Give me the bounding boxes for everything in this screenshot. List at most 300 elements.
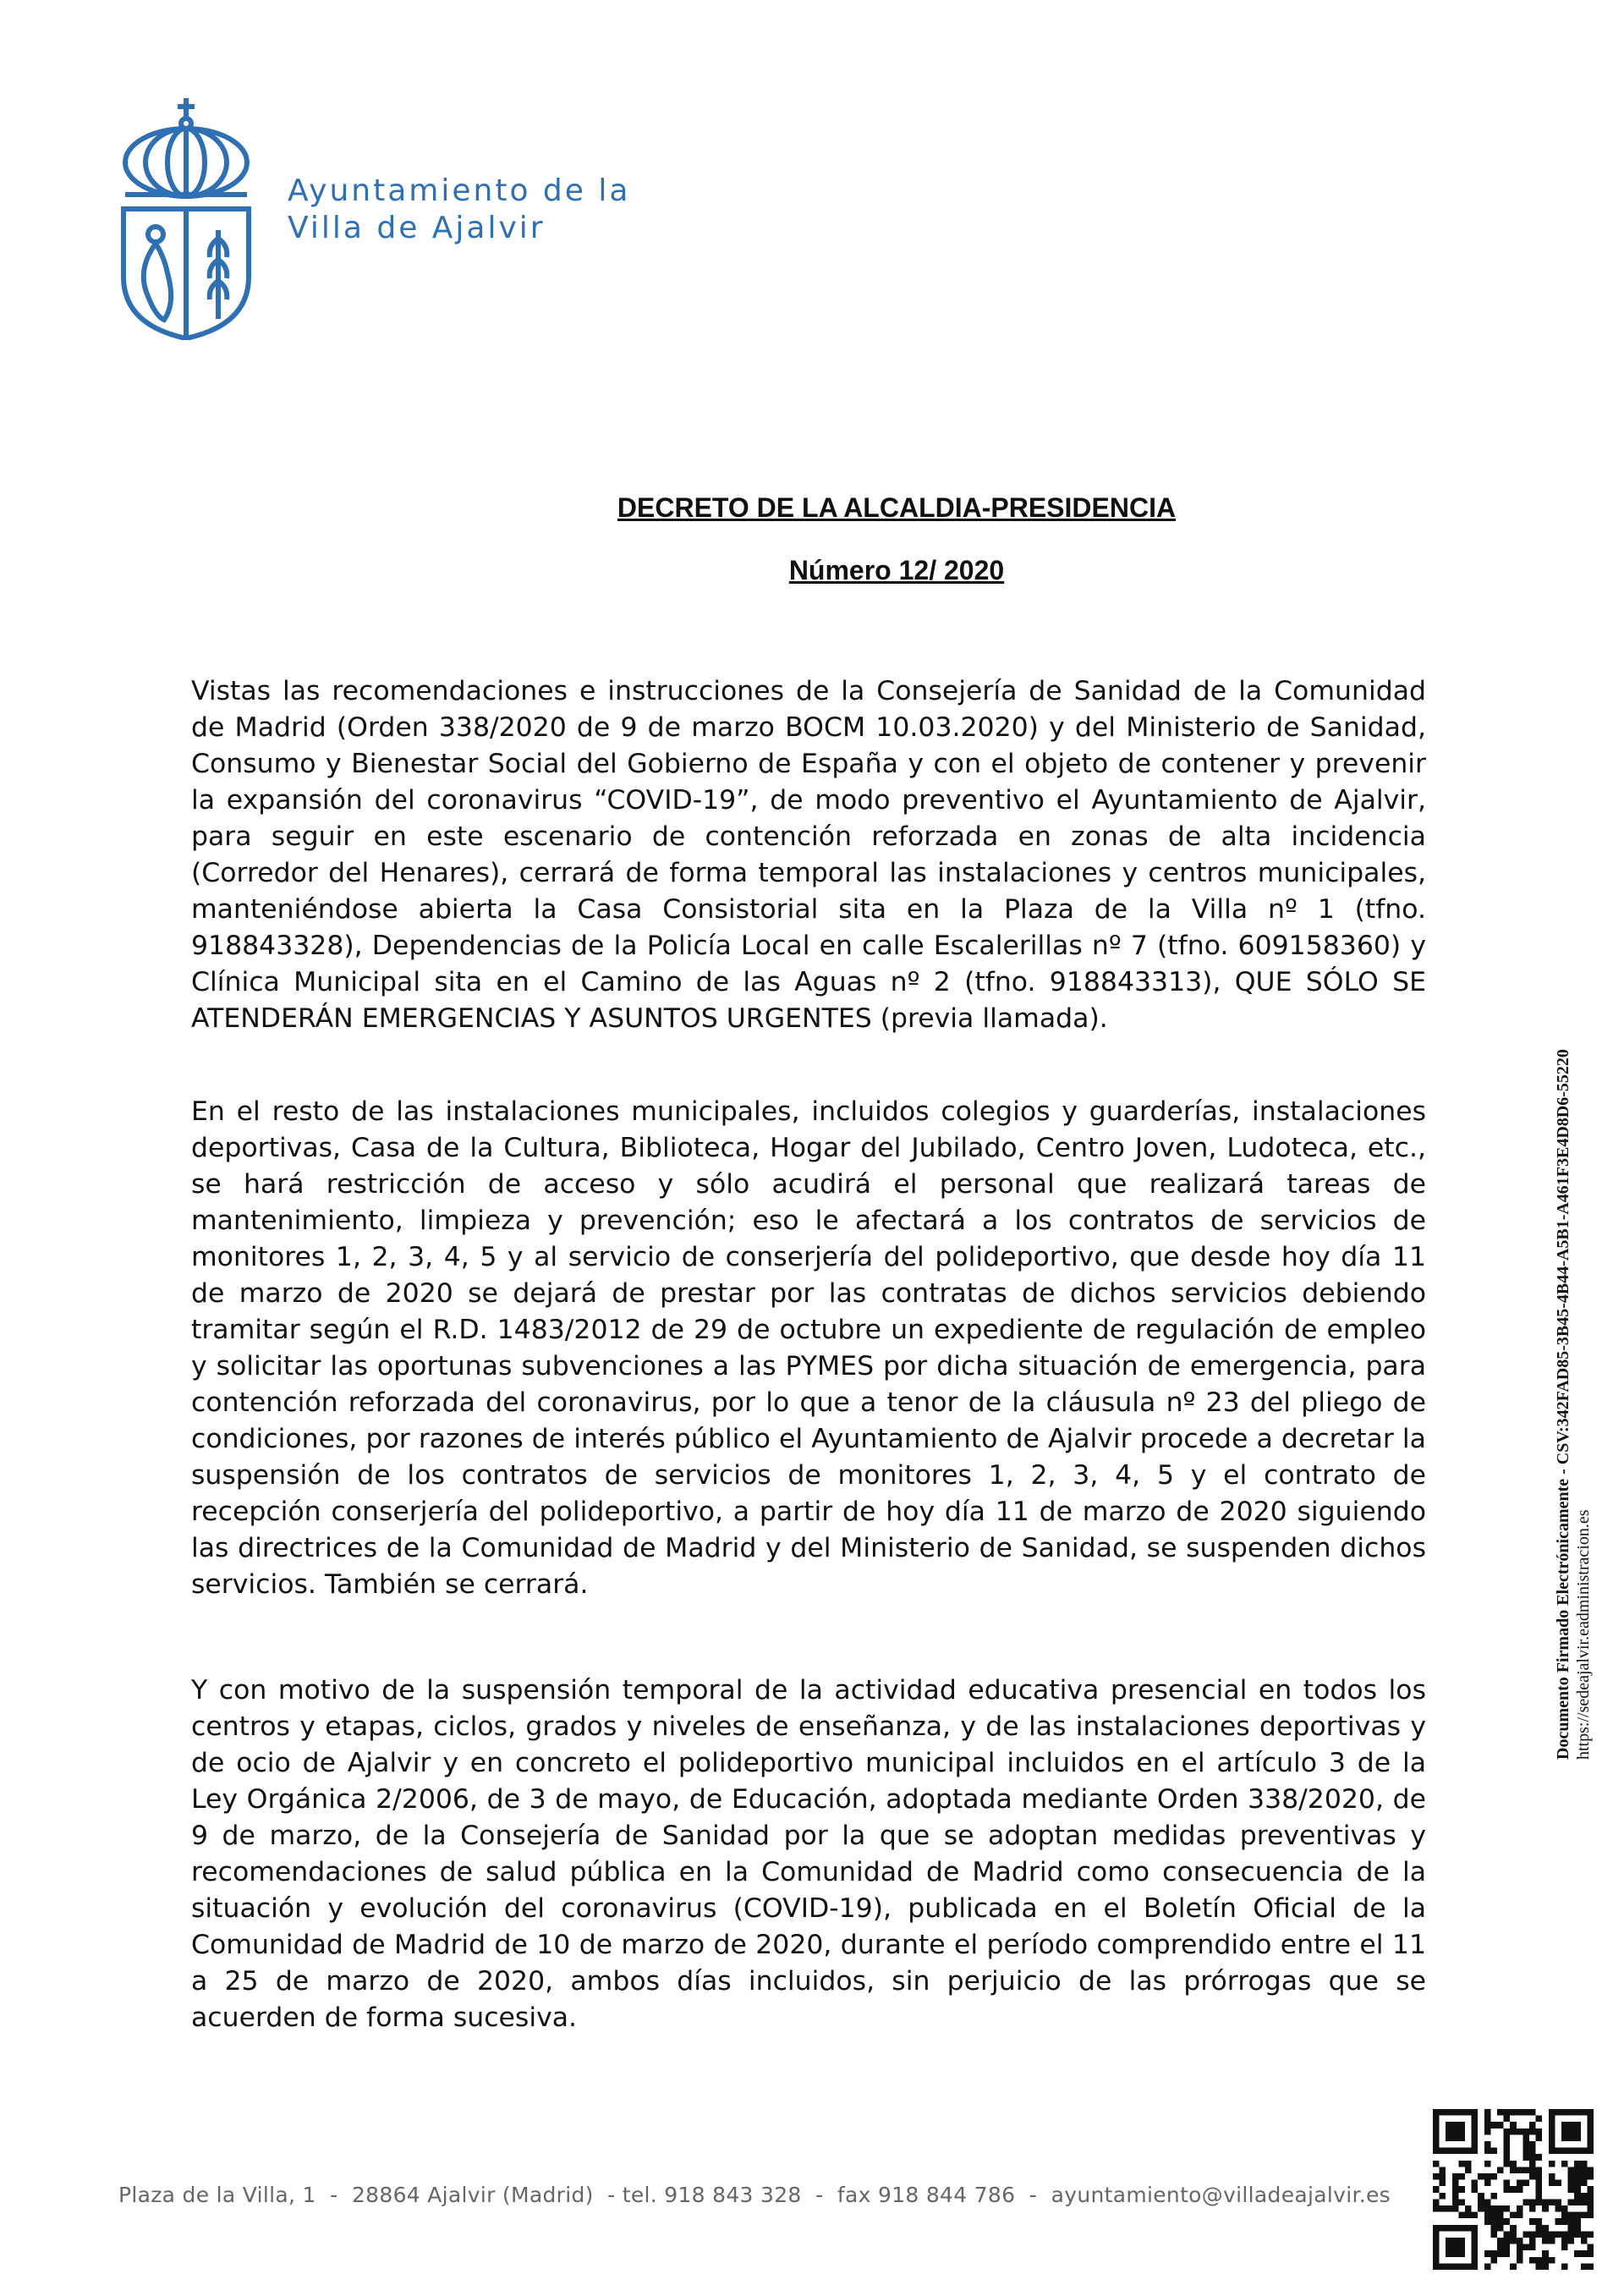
- qr-module: [1522, 2141, 1529, 2148]
- qr-module: [1510, 2212, 1517, 2219]
- qr-module: [1561, 2212, 1568, 2219]
- qr-module: [1452, 2193, 1459, 2200]
- qr-module: [1472, 2141, 1479, 2148]
- qr-module: [1497, 2212, 1504, 2219]
- qr-module: [1510, 2122, 1517, 2128]
- qr-module: [1574, 2148, 1581, 2155]
- qr-module: [1536, 2180, 1543, 2187]
- qr-module: [1536, 2134, 1543, 2141]
- qr-module: [1568, 2212, 1575, 2219]
- qr-module: [1497, 2218, 1504, 2225]
- qr-module: [1555, 2205, 1561, 2212]
- qr-module: [1446, 2205, 1452, 2212]
- qr-module: [1561, 2109, 1568, 2116]
- qr-module: [1465, 2205, 1472, 2212]
- coat-of-arms-icon: [118, 95, 254, 340]
- qr-module: [1587, 2134, 1594, 2141]
- qr-module: [1542, 2263, 1549, 2270]
- qr-module: [1561, 2161, 1568, 2167]
- qr-module: [1529, 2205, 1536, 2212]
- qr-module: [1581, 2193, 1588, 2200]
- qr-module: [1574, 2250, 1581, 2257]
- qr-module: [1452, 2134, 1459, 2141]
- qr-module: [1504, 2161, 1511, 2167]
- qr-module: [1490, 2250, 1497, 2257]
- qr-module: [1490, 2212, 1497, 2219]
- qr-module: [1517, 2180, 1523, 2187]
- qr-module: [1587, 2212, 1594, 2219]
- qr-module: [1529, 2122, 1536, 2128]
- qr-module: [1433, 2134, 1440, 2141]
- qr-module: [1549, 2122, 1555, 2128]
- qr-module: [1465, 2109, 1472, 2116]
- qr-module: [1478, 2199, 1484, 2205]
- qr-module: [1529, 2199, 1536, 2205]
- qr-module: [1433, 2186, 1440, 2193]
- qr-module: [1478, 2205, 1484, 2212]
- qr-module: [1536, 2199, 1543, 2205]
- qr-module: [1484, 2122, 1491, 2128]
- qr-module: [1555, 2148, 1561, 2155]
- qr-module: [1581, 2250, 1588, 2257]
- qr-module: [1458, 2128, 1465, 2135]
- qr-module: [1458, 2225, 1465, 2232]
- qr-module: [1536, 2173, 1543, 2180]
- qr-module: [1587, 2231, 1594, 2238]
- qr-module: [1440, 2148, 1446, 2155]
- qr-module: [1504, 2148, 1511, 2155]
- qr-module: [1452, 2238, 1459, 2244]
- qr-module: [1522, 2180, 1529, 2187]
- qr-module: [1581, 2148, 1588, 2155]
- qr-module: [1504, 2141, 1511, 2148]
- qr-module: [1433, 2199, 1440, 2205]
- qr-module: [1484, 2128, 1491, 2135]
- qr-module: [1581, 2109, 1588, 2116]
- qr-module: [1452, 2148, 1459, 2155]
- qr-module: [1452, 2180, 1459, 2187]
- qr-module: [1574, 2167, 1581, 2173]
- qr-module: [1504, 2180, 1511, 2187]
- qr-module: [1490, 2173, 1497, 2180]
- qr-module: [1536, 2154, 1543, 2161]
- qr-module: [1549, 2238, 1555, 2244]
- qr-module: [1574, 2173, 1581, 2180]
- qr-module: [1472, 2186, 1479, 2193]
- qr-module: [1484, 2212, 1491, 2219]
- qr-module: [1472, 2231, 1479, 2238]
- qr-module: [1568, 2218, 1575, 2225]
- qr-module: [1561, 2128, 1568, 2135]
- qr-module: [1490, 2148, 1497, 2155]
- qr-module: [1536, 2193, 1543, 2200]
- qr-module: [1465, 2225, 1472, 2232]
- qr-module: [1452, 2263, 1459, 2270]
- qr-module: [1522, 2244, 1529, 2251]
- qr-module: [1587, 2186, 1594, 2193]
- qr-module: [1510, 2238, 1517, 2244]
- qr-module: [1452, 2186, 1459, 2193]
- qr-module: [1510, 2263, 1517, 2270]
- qr-module: [1555, 2180, 1561, 2187]
- qr-module: [1465, 2148, 1472, 2155]
- qr-module: [1446, 2225, 1452, 2232]
- qr-module: [1574, 2199, 1581, 2205]
- qr-module: [1497, 2205, 1504, 2212]
- qr-module: [1529, 2244, 1536, 2251]
- qr-module: [1568, 2180, 1575, 2187]
- qr-module: [1522, 2128, 1529, 2135]
- qr-module: [1504, 2238, 1511, 2244]
- qr-module: [1561, 2263, 1568, 2270]
- qr-module: [1484, 2173, 1491, 2180]
- qr-module: [1529, 2148, 1536, 2155]
- qr-module: [1484, 2205, 1491, 2212]
- qr-module: [1549, 2109, 1555, 2116]
- qr-module: [1484, 2250, 1491, 2257]
- qr-module: [1433, 2116, 1440, 2123]
- qr-module: [1517, 2212, 1523, 2219]
- qr-module: [1458, 2122, 1465, 2128]
- qr-module: [1446, 2244, 1452, 2251]
- qr-module: [1587, 2173, 1594, 2180]
- qr-module: [1484, 2218, 1491, 2225]
- qr-module: [1433, 2225, 1440, 2232]
- qr-module: [1529, 2173, 1536, 2180]
- qr-module: [1574, 2225, 1581, 2232]
- qr-module: [1440, 2173, 1446, 2180]
- qr-module: [1433, 2257, 1440, 2264]
- qr-module: [1542, 2238, 1549, 2244]
- qr-module: [1581, 2167, 1588, 2173]
- qr-module: [1517, 2250, 1523, 2257]
- qr-module: [1522, 2134, 1529, 2141]
- qr-module: [1484, 2161, 1491, 2167]
- qr-module: [1472, 2257, 1479, 2264]
- qr-module: [1484, 2199, 1491, 2205]
- body-paragraph: Vistas las recomendaciones e instrucciones de la Consejería de Sanidad de la Comunidad de Madrid (Orden 338/2020 de 9 de marzo BOCM 10.03.2020) y del Ministerio de Sanidad, Consumo y Bienestar Social del Gobierno de España y con el objeto de contener y prevenir la expansión del coronavirus “COVID-19”, de modo preventivo el Ayuntamiento de Ajalvir, para seguir en este escenario de contención reforzada en zonas de alta incidencia (Corredor del Henares), cerrará de forma temporal las instalaciones y centros municipales, manteniéndose abierta la Casa Consistorial sita en la Plaza de la Villa nº 1 (tfno. 918843328), Dependencias de la Policía Local en calle Escalerillas nº 7 (tfno. 609158360) y Clínica Municipal sita en el Camino de las Aguas nº 2 (tfno. 918843313), QUE SÓLO SE ATENDERÁN EMERGENCIAS Y ASUNTOS URGENTES (previa llamada).: [191, 676, 1426, 1034]
- qr-module: [1458, 2199, 1465, 2205]
- qr-module: [1510, 2231, 1517, 2238]
- qr-module: [1490, 2225, 1497, 2232]
- qr-module: [1561, 2122, 1568, 2128]
- qr-module: [1517, 2205, 1523, 2212]
- qr-module: [1497, 2238, 1504, 2244]
- body-paragraph: Y con motivo de la suspensión temporal de la actividad educativa presencial en todos los centros y etapas, ciclos, grados y niveles de enseñanza, y de las instalaciones deportivas y de ocio de Ajalvir y en concreto el polideportivo municipal incluidos en el artículo 3 de la Ley Orgánica 2/2006, de 3 de mayo, de Educación, adoptada mediante Orden 338/2020, de 9 de marzo, de la Consejería de Sanidad por la que se adoptan medidas preventivas y recomendaciones de salud pública en la Comunidad de Madrid como consecuencia de la situación y evolución del coronavirus (COVID-19), publicada en el Boletín Oficial de la Comunidad de Madrid de 10 de marzo de 2020, durante el período comprendido entre el 11 a 25 de marzo de 2020, ambos días incluidos, sin perjuicio de las prórrogas que se acuerden de forma sucesiva.: [191, 1675, 1426, 2033]
- qr-module: [1517, 2109, 1523, 2116]
- qr-module: [1510, 2186, 1517, 2193]
- qr-module: [1574, 2134, 1581, 2141]
- qr-module: [1452, 2250, 1459, 2257]
- qr-module: [1452, 2244, 1459, 2251]
- qr-module: [1433, 2231, 1440, 2238]
- qr-module: [1433, 2173, 1440, 2180]
- qr-module: [1510, 2225, 1517, 2232]
- decree-number: Número 12/ 2020: [788, 555, 1005, 585]
- qr-module: [1568, 2167, 1575, 2173]
- qr-module: [1458, 2134, 1465, 2141]
- qr-module: [1542, 2250, 1549, 2257]
- qr-module: [1510, 2161, 1517, 2167]
- qr-module: [1490, 2218, 1497, 2225]
- qr-module: [1446, 2263, 1452, 2270]
- qr-module: [1561, 2205, 1568, 2212]
- qr-module: [1522, 2148, 1529, 2155]
- qr-module: [1529, 2218, 1536, 2225]
- qr-module: [1574, 2161, 1581, 2167]
- qr-module: [1504, 2116, 1511, 2123]
- qr-module: [1522, 2154, 1529, 2161]
- qr-module: [1440, 2205, 1446, 2212]
- qr-module: [1522, 2167, 1529, 2173]
- qr-module: [1484, 2141, 1491, 2148]
- qr-module: [1536, 2257, 1543, 2264]
- qr-module: [1446, 2128, 1452, 2135]
- qr-module: [1549, 2199, 1555, 2205]
- qr-module: [1549, 2173, 1555, 2180]
- signature-url: https://sedeajalvir.eadministracion.es: [1574, 1509, 1593, 1760]
- qr-module: [1587, 2167, 1594, 2173]
- qr-module: [1465, 2161, 1472, 2167]
- qr-module: [1484, 2116, 1491, 2123]
- qr-code-icon: [1433, 2109, 1594, 2270]
- qr-module: [1542, 2225, 1549, 2232]
- qr-module: [1549, 2257, 1555, 2264]
- qr-module: [1472, 2109, 1479, 2116]
- qr-module: [1542, 2231, 1549, 2238]
- qr-module: [1581, 2238, 1588, 2244]
- qr-module: [1574, 2109, 1581, 2116]
- qr-module: [1497, 2244, 1504, 2251]
- qr-module: [1497, 2250, 1504, 2257]
- qr-module: [1433, 2263, 1440, 2270]
- qr-module: [1536, 2128, 1543, 2135]
- qr-module: [1478, 2173, 1484, 2180]
- qr-module: [1465, 2212, 1472, 2219]
- qr-module: [1587, 2141, 1594, 2148]
- qr-module: [1484, 2263, 1491, 2270]
- qr-module: [1517, 2238, 1523, 2244]
- qr-module: [1484, 2148, 1491, 2155]
- qr-module: [1561, 2238, 1568, 2244]
- qr-module: [1542, 2199, 1549, 2205]
- qr-module: [1440, 2167, 1446, 2173]
- qr-module: [1452, 2225, 1459, 2232]
- qr-module: [1433, 2250, 1440, 2257]
- qr-module: [1504, 2154, 1511, 2161]
- qr-module: [1472, 2263, 1479, 2270]
- qr-module: [1490, 2122, 1497, 2128]
- qr-module: [1574, 2122, 1581, 2128]
- electronic-signature-note: [1553, 914, 1594, 1760]
- qr-module: [1446, 2250, 1452, 2257]
- qr-module: [1529, 2128, 1536, 2135]
- qr-module: [1446, 2109, 1452, 2116]
- qr-module: [1574, 2218, 1581, 2225]
- qr-module: [1522, 2231, 1529, 2238]
- qr-module: [1452, 2128, 1459, 2135]
- qr-module: [1440, 2180, 1446, 2187]
- qr-module: [1549, 2180, 1555, 2187]
- qr-module: [1504, 2250, 1511, 2257]
- qr-module: [1549, 2148, 1555, 2155]
- qr-module: [1433, 2122, 1440, 2128]
- qr-module: [1574, 2231, 1581, 2238]
- qr-module: [1510, 2167, 1517, 2173]
- qr-module: [1504, 2128, 1511, 2135]
- qr-module: [1522, 2199, 1529, 2205]
- qr-module: [1568, 2148, 1575, 2155]
- qr-module: [1433, 2148, 1440, 2155]
- qr-module: [1504, 2109, 1511, 2116]
- qr-module: [1574, 2128, 1581, 2135]
- qr-module: [1465, 2167, 1472, 2173]
- qr-module: [1440, 2263, 1446, 2270]
- qr-module: [1568, 2173, 1575, 2180]
- qr-module: [1587, 2205, 1594, 2212]
- qr-module: [1440, 2193, 1446, 2200]
- qr-module: [1465, 2263, 1472, 2270]
- body-paragraph: En el resto de las instalaciones municipales, incluidos colegios y guarderías, instalaciones deportivas, Casa de la Cultura, Biblioteca, Hogar del Jubilado, Centro Joven, Ludoteca, etc., se hará restricción de acceso y sólo acudirá el personal que realizará tareas de mantenimiento, limpieza y prevención; eso le afectará a los contratos de servicios de monitores 1, 2, 3, 4, 5 y al servicio de conserjería del polideportivo, que desde hoy día 11 de marzo de 2020 se dejará de prestar por las contratas de dichos servicios debiendo tramitar según el R.D. 1483/2012 de 29 de octubre un expediente de regulación de empleo y solicitar las oportunas subvenciones a las PYMES por dicha situación de emergencia, para contención reforzada del coronavirus, por lo que a tenor de la cláusula nº 23 del pliego de condiciones, por razones de interés público el Ayuntamiento de Ajalvir procede a decretar la suspensión de los contratos de servicios de monitores 1, 2, 3, 4, 5 y el contrato de recepción conserjería del polideportivo, a partir de hoy día 11 de marzo de 2020 siguiendo las directrices de la Comunidad de Madrid y del Ministerio de Sanidad, se suspenden dichos servicios. También se cerrará.: [191, 1096, 1426, 1600]
- qr-module: [1433, 2161, 1440, 2167]
- qr-module: [1472, 2244, 1479, 2251]
- qr-module: [1452, 2173, 1459, 2180]
- qr-module: [1452, 2199, 1459, 2205]
- qr-module: [1510, 2128, 1517, 2135]
- qr-module: [1504, 2205, 1511, 2212]
- qr-module: [1587, 2122, 1594, 2128]
- qr-module: [1568, 2109, 1575, 2116]
- qr-module: [1446, 2238, 1452, 2244]
- qr-module: [1440, 2109, 1446, 2116]
- qr-module: [1504, 2186, 1511, 2193]
- qr-module: [1458, 2148, 1465, 2155]
- qr-module: [1472, 2180, 1479, 2187]
- qr-module: [1517, 2257, 1523, 2264]
- qr-module: [1517, 2186, 1523, 2193]
- qr-module: [1472, 2128, 1479, 2135]
- qr-module: [1490, 2231, 1497, 2238]
- qr-module: [1510, 2109, 1517, 2116]
- qr-module: [1536, 2225, 1543, 2232]
- qr-module: [1568, 2199, 1575, 2205]
- organization-name-line1: Ayuntamiento de la: [288, 173, 631, 208]
- qr-module: [1452, 2205, 1459, 2212]
- qr-module: [1472, 2225, 1479, 2232]
- qr-module: [1529, 2257, 1536, 2264]
- qr-module: [1587, 2116, 1594, 2123]
- qr-module: [1458, 2109, 1465, 2116]
- qr-module: [1555, 2231, 1561, 2238]
- qr-module: [1458, 2263, 1465, 2270]
- qr-module: [1504, 2244, 1511, 2251]
- qr-module: [1458, 2161, 1465, 2167]
- qr-module: [1587, 2128, 1594, 2135]
- qr-module: [1529, 2238, 1536, 2244]
- qr-module: [1522, 2109, 1529, 2116]
- qr-module: [1561, 2134, 1568, 2141]
- qr-module: [1581, 2180, 1588, 2187]
- qr-module: [1472, 2148, 1479, 2155]
- qr-module: [1484, 2109, 1491, 2116]
- qr-module: [1490, 2193, 1497, 2200]
- qr-module: [1472, 2122, 1479, 2128]
- qr-module: [1529, 2161, 1536, 2167]
- footer-contact: Plaza de la Villa, 1 - 28864 Ajalvir (Madrid) - tel. 918 843 328 - fax 918 844 786 - ayuntamiento@villadeajalvir.es: [118, 2183, 1391, 2207]
- qr-module: [1458, 2186, 1465, 2193]
- qr-module: [1446, 2122, 1452, 2128]
- qr-module: [1555, 2199, 1561, 2205]
- qr-module: [1458, 2250, 1465, 2257]
- qr-module: [1536, 2116, 1543, 2123]
- qr-module: [1458, 2212, 1465, 2219]
- qr-module: [1446, 2134, 1452, 2141]
- qr-module: [1549, 2141, 1555, 2148]
- qr-module: [1497, 2109, 1504, 2116]
- qr-module: [1561, 2148, 1568, 2155]
- qr-module: [1568, 2134, 1575, 2141]
- qr-module: [1568, 2128, 1575, 2135]
- qr-module: [1529, 2109, 1536, 2116]
- qr-module: [1587, 2148, 1594, 2155]
- qr-module: [1529, 2167, 1536, 2173]
- qr-module: [1458, 2173, 1465, 2180]
- qr-module: [1517, 2244, 1523, 2251]
- qr-module: [1536, 2186, 1543, 2193]
- qr-module: [1568, 2225, 1575, 2232]
- qr-module: [1484, 2180, 1491, 2187]
- qr-module: [1440, 2225, 1446, 2232]
- qr-module: [1549, 2128, 1555, 2135]
- qr-module: [1574, 2186, 1581, 2193]
- qr-module: [1549, 2116, 1555, 2123]
- qr-module: [1587, 2263, 1594, 2270]
- qr-module: [1542, 2205, 1549, 2212]
- qr-module: [1529, 2141, 1536, 2148]
- signature-csv: Documento Firmado Electrónicamente - CSV:342FAD85-3B45-4B44-A5B1-A461F3E4D8D6-55220: [1554, 1049, 1572, 1760]
- organization-name-line2: Villa de Ajalvir: [288, 211, 546, 245]
- qr-module: [1497, 2122, 1504, 2128]
- qr-module: [1574, 2180, 1581, 2187]
- qr-module: [1581, 2173, 1588, 2180]
- qr-module: [1446, 2148, 1452, 2155]
- qr-module: [1529, 2154, 1536, 2161]
- qr-module: [1549, 2134, 1555, 2141]
- qr-module: [1549, 2231, 1555, 2238]
- qr-module: [1472, 2250, 1479, 2257]
- qr-module: [1433, 2109, 1440, 2116]
- qr-module: [1472, 2212, 1479, 2219]
- qr-module: [1497, 2225, 1504, 2232]
- qr-module: [1568, 2231, 1575, 2238]
- qr-module: [1536, 2231, 1543, 2238]
- qr-module: [1568, 2186, 1575, 2193]
- qr-module: [1433, 2238, 1440, 2244]
- qr-module: [1587, 2193, 1594, 2200]
- qr-module: [1581, 2199, 1588, 2205]
- qr-module: [1587, 2199, 1594, 2205]
- qr-module: [1536, 2167, 1543, 2173]
- qr-module: [1581, 2161, 1588, 2167]
- qr-module: [1452, 2122, 1459, 2128]
- qr-module: [1561, 2218, 1568, 2225]
- qr-module: [1517, 2128, 1523, 2135]
- qr-module: [1472, 2116, 1479, 2123]
- qr-module: [1504, 2218, 1511, 2225]
- qr-module: [1504, 2134, 1511, 2141]
- qr-module: [1497, 2167, 1504, 2173]
- qr-module: [1587, 2244, 1594, 2251]
